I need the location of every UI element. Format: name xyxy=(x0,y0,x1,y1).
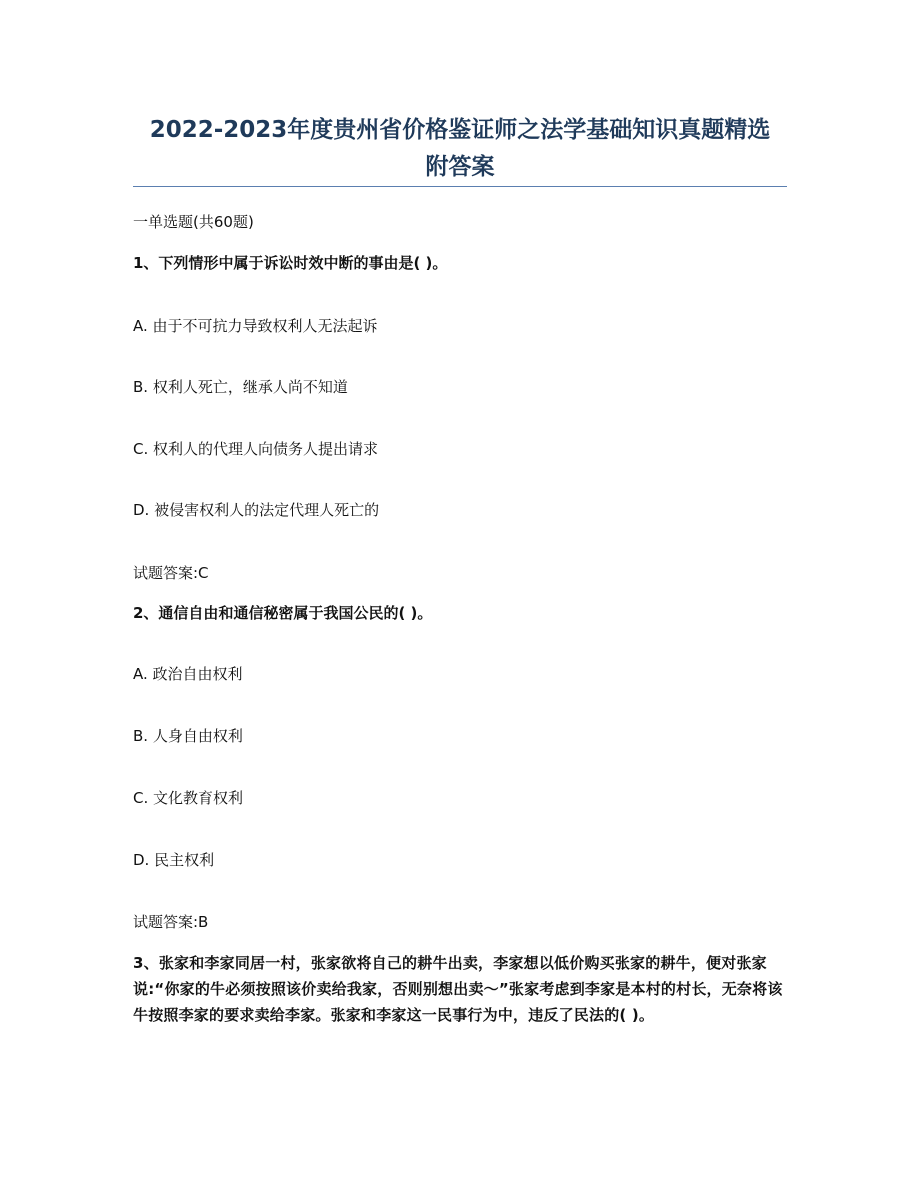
section-heading: 一单选题(共60题) xyxy=(133,213,254,231)
question-1-option-d: D. 被侵害权利人的法定代理人死亡的 xyxy=(133,501,380,519)
question-2-option-b: B. 人身自由权利 xyxy=(133,727,243,745)
question-1-answer: 试题答案:C xyxy=(133,564,209,582)
question-1-option-c: C. 权利人的代理人向债务人提出请求 xyxy=(133,440,379,458)
question-1-option-b: B. 权利人死亡，继承人尚不知道 xyxy=(133,378,348,396)
question-1-option-a: A. 由于不可抗力导致权利人无法起诉 xyxy=(133,317,378,335)
question-2-answer: 试题答案:B xyxy=(133,913,209,931)
question-2-option-a: A. 政治自由权利 xyxy=(133,665,243,683)
question-2-stem: 2、通信自由和通信秘密属于我国公民的( )。 xyxy=(133,604,433,622)
question-1-stem: 1、下列情形中属于诉讼时效中断的事由是( )。 xyxy=(133,254,448,272)
title-line-2: 附答案 xyxy=(425,154,495,180)
question-2-option-d: D. 民主权利 xyxy=(133,851,215,869)
question-3-stem: 3、张家和李家同居一村，张家欲将自己的耕牛出卖，李家想以低价购买张家的耕牛，便对张家说:“你家的牛必须按照该价卖给我家，否则别想出卖～”张家考虑到李家是本村的村长，无奈将该牛按照李家的要求卖给李家。张家和李家这一民事行为中，违反了民法的( )。 xyxy=(133,954,783,1024)
title-line-1: 2022-2023年度贵州省价格鉴证师之法学基础知识真题精选 xyxy=(149,117,771,143)
title-divider xyxy=(133,186,787,187)
document-title xyxy=(120,112,800,186)
question-2-option-c: C. 文化教育权利 xyxy=(133,789,244,807)
